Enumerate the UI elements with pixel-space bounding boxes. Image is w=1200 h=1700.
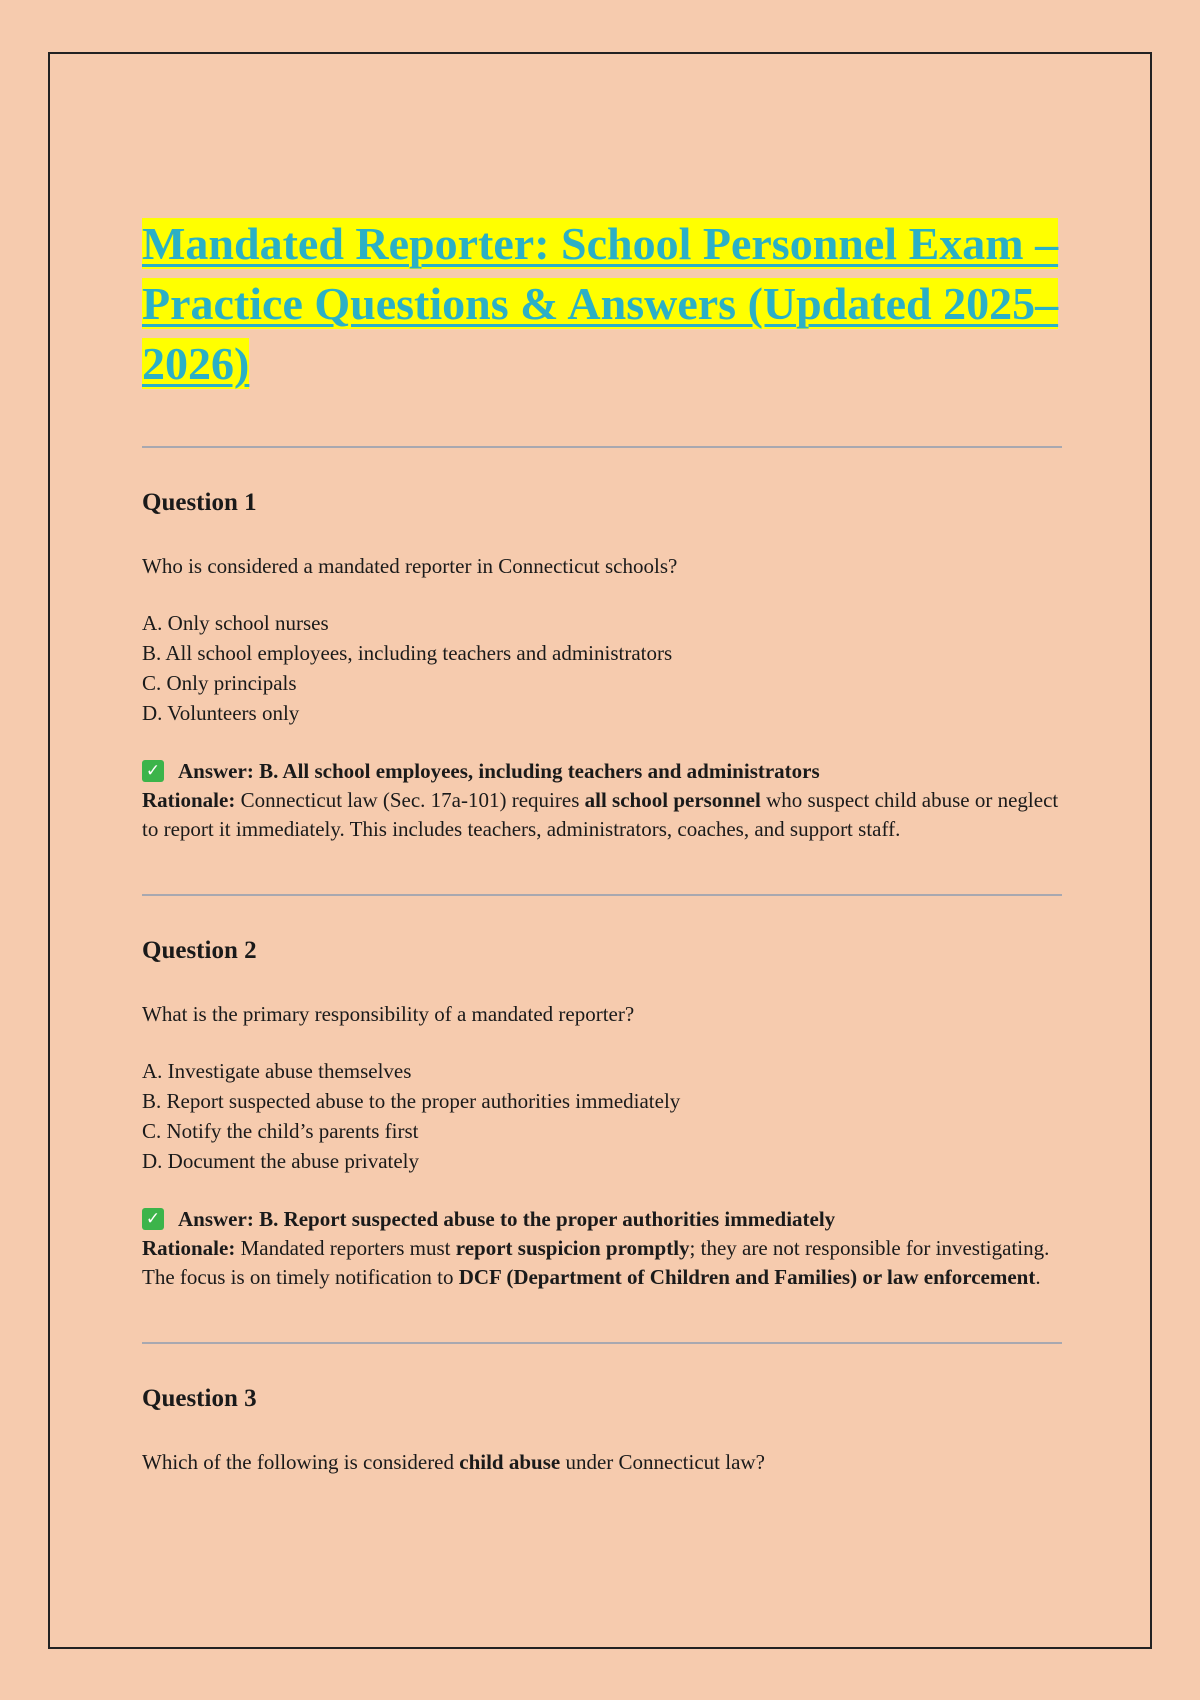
rationale: Rationale: Mandated reporters must report suspicion promptly; they are not responsible for investigating. The focus is on timely notification to DCF (Department of Children and Families) or law enforcement. (142, 1236, 1050, 1289)
option-a: A. Only school nurses (142, 611, 329, 635)
answer-options (142, 1056, 1062, 1176)
question-heading: Question 1 (142, 489, 257, 516)
document-page (48, 52, 1152, 1649)
document-content (142, 214, 1062, 1504)
question-text: Who is considered a mandated reporter in Connecticut schools? (142, 554, 678, 578)
answer-options (142, 608, 1062, 728)
question-2 (142, 896, 1062, 1342)
question-heading: Question 3 (142, 1385, 257, 1412)
question-1 (142, 448, 1062, 894)
option-a: A. Investigate abuse themselves (142, 1059, 412, 1083)
rationale-label: Rationale: (142, 1236, 236, 1260)
correct-answer (142, 1204, 1062, 1234)
rationale: Rationale: Connecticut law (Sec. 17a-101) requires all school personnel who suspect child abuse or neglect to report it immediately. This includes teachers, administrators, coaches, and support staff. (142, 788, 1059, 841)
option-c: C. Only principals (142, 671, 297, 695)
answer-text: Answer: B. Report suspected abuse to the proper authorities immediately (178, 1207, 836, 1231)
answer-text: Answer: B. All school employees, including teachers and administrators (178, 759, 820, 783)
option-d: D. Document the abuse privately (142, 1149, 419, 1173)
option-b: B. Report suspected abuse to the proper authorities immediately (142, 1089, 681, 1113)
question-text: What is the primary responsibility of a mandated reporter? (142, 1002, 635, 1026)
question-text: Which of the following is considered child abuse under Connecticut law? (142, 1450, 765, 1474)
correct-answer (142, 756, 1062, 786)
option-b: B. All school employees, including teachers and administrators (142, 641, 673, 665)
document-title: Mandated Reporter: School Personnel Exam – Practice Questions & Answers (Updated 2025–2026) (142, 218, 1059, 389)
question-3 (142, 1344, 1062, 1476)
question-heading: Question 2 (142, 937, 257, 964)
check-mark-icon: ✓ (142, 1208, 164, 1230)
check-mark-icon: ✓ (142, 760, 164, 782)
rationale-label: Rationale: (142, 788, 236, 812)
option-c: C. Notify the child’s parents first (142, 1119, 419, 1143)
option-d: D. Volunteers only (142, 701, 300, 725)
